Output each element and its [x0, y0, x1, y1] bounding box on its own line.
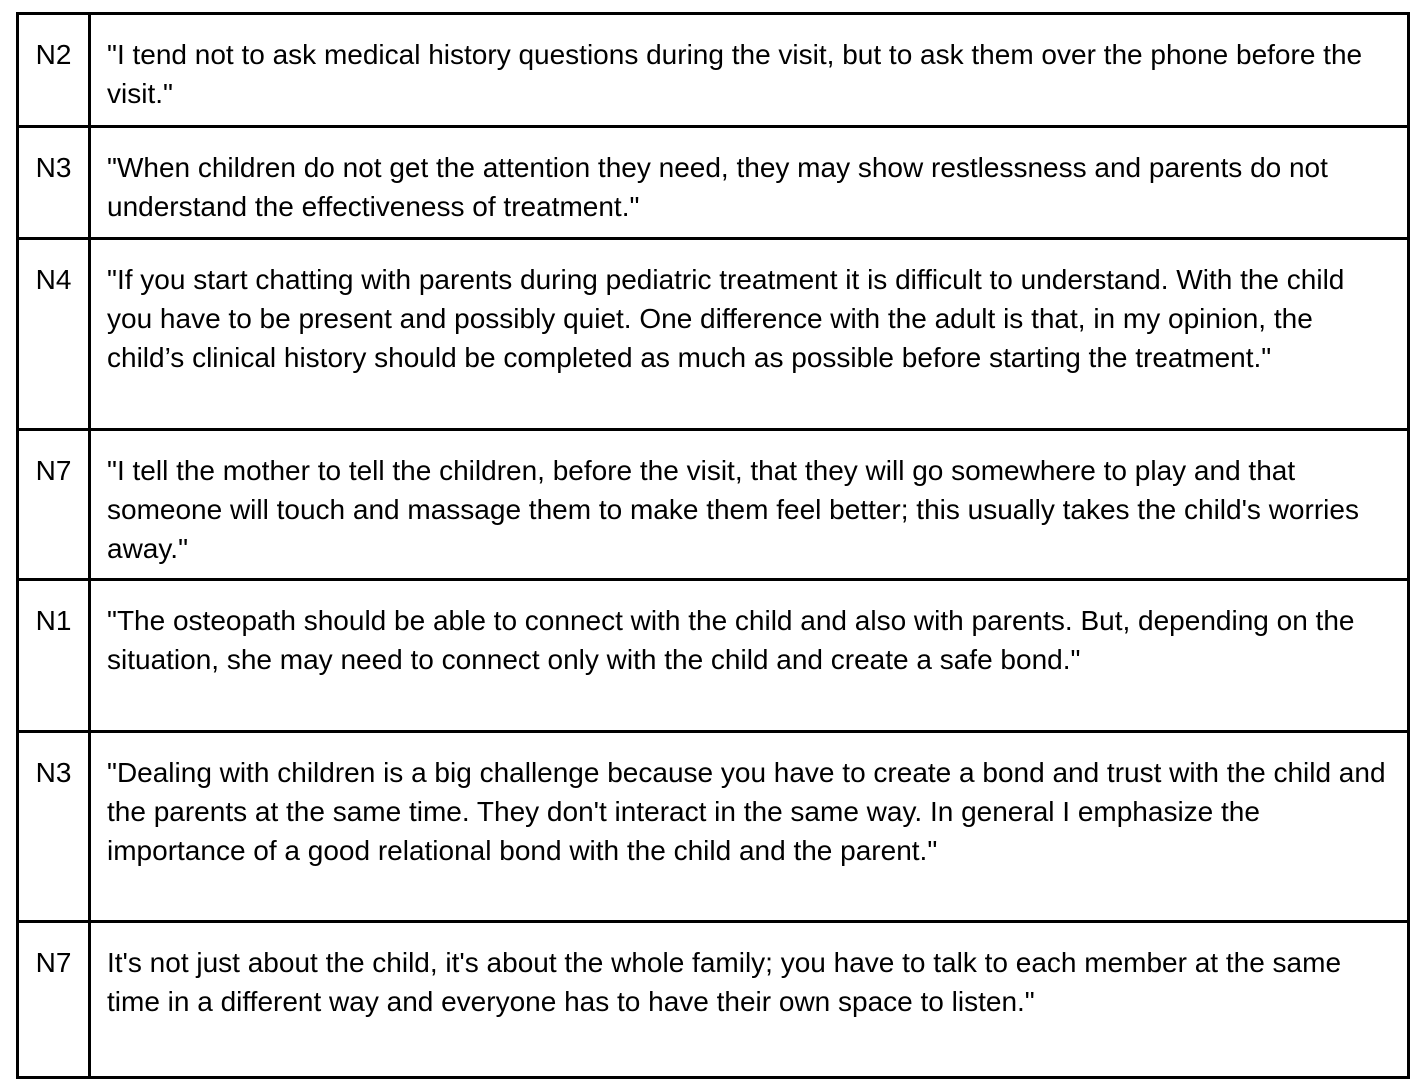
- table-row: [18, 430, 1409, 580]
- table-row: [18, 922, 1409, 1078]
- participant-quote: "If you start chatting with parents during pediatric treatment it is difficult to understand. With the child you have to be present and possibly quiet. One difference with the adult is that, in my opinion, the child’s clinical history should be completed as much as possible before starting the treatment.": [90, 239, 1409, 430]
- participant-code: N3: [18, 127, 90, 239]
- participant-quote: "The osteopath should be able to connect with the child and also with parents. But, depending on the situation, she may need to connect only with the child and create a safe bond.": [90, 580, 1409, 732]
- participant-code: N1: [18, 580, 90, 732]
- participant-code: N3: [18, 732, 90, 922]
- table-row: [18, 732, 1409, 922]
- participant-quote: "I tell the mother to tell the children, before the visit, that they will go somewhere to play and that someone will touch and massage them to make them feel better; this usually takes the child's worries away.": [90, 430, 1409, 580]
- participant-code: N7: [18, 922, 90, 1078]
- table-row: [18, 580, 1409, 732]
- participant-quote: It's not just about the child, it's about the whole family; you have to talk to each member at the same time in a different way and everyone has to have their own space to listen.": [90, 922, 1409, 1078]
- table-row: [18, 14, 1409, 127]
- participant-quote: "I tend not to ask medical history questions during the visit, but to ask them over the phone before the visit.": [90, 14, 1409, 127]
- participant-code: N7: [18, 430, 90, 580]
- participant-quote: "Dealing with children is a big challenge because you have to create a bond and trust with the child and the parents at the same time. They don't interact in the same way. In general I emphasize the importance of a good relational bond with the child and the parent.": [90, 732, 1409, 922]
- participant-code: N4: [18, 239, 90, 430]
- table-row: [18, 239, 1409, 430]
- table-row: [18, 127, 1409, 239]
- participant-quote: "When children do not get the attention they need, they may show restlessness and parents do not understand the effectiveness of treatment.": [90, 127, 1409, 239]
- quotes-table: [16, 12, 1410, 1079]
- participant-code: N2: [18, 14, 90, 127]
